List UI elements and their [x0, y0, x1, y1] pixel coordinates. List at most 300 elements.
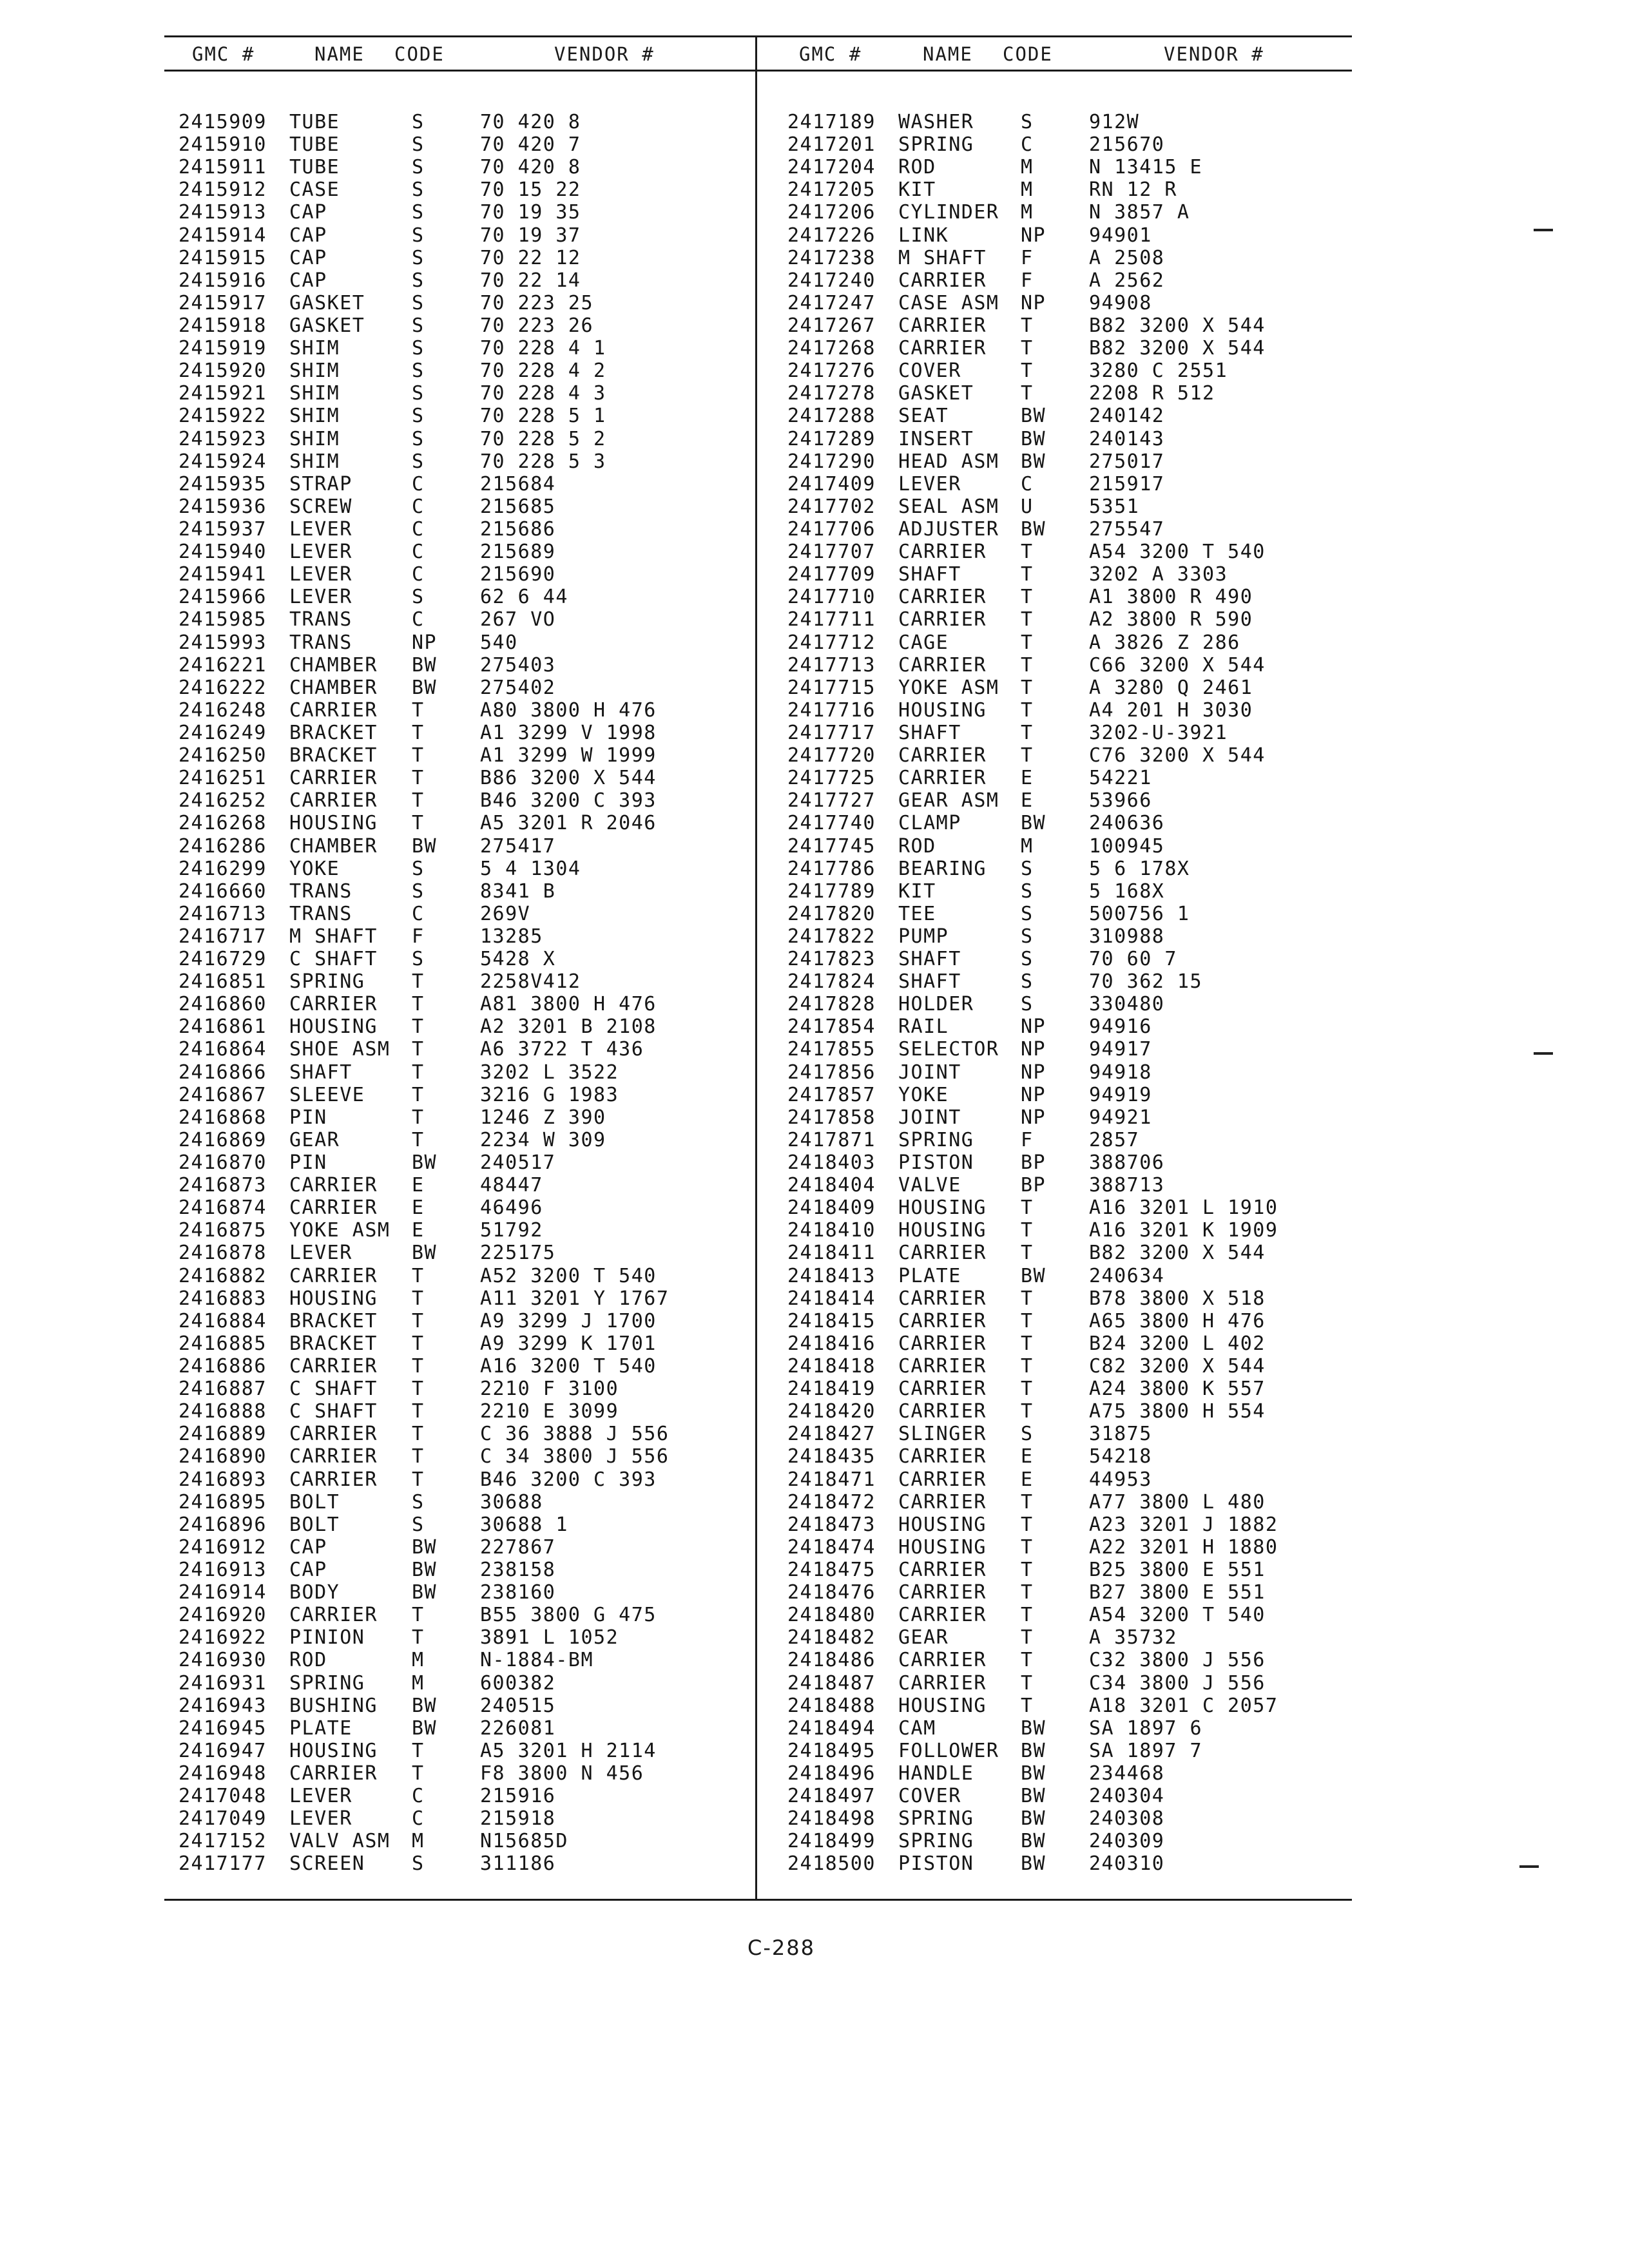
parts-row: [178, 428, 733, 450]
vendor-number: 215684: [480, 472, 556, 495]
parts-row: [178, 1536, 733, 1559]
vendor-code: T: [412, 1626, 425, 1649]
vendor-number: C 34 3800 J 556: [480, 1445, 670, 1468]
gmc-number: 2417205: [787, 178, 876, 202]
part-name: RAIL: [898, 1015, 949, 1039]
vendor-code: NP: [1021, 224, 1046, 247]
part-name: HOUSING: [289, 812, 378, 835]
vendor-number: A54 3200 T 540: [1089, 1604, 1266, 1627]
gmc-number: 2415966: [178, 586, 267, 609]
gmc-number: 2416947: [178, 1739, 267, 1762]
vendor-number: A54 3200 T 540: [1089, 541, 1266, 564]
part-name: M SHAFT: [289, 925, 378, 948]
part-name: HEAD ASM: [898, 450, 999, 473]
parts-row: [178, 1400, 733, 1423]
gmc-number: 2415924: [178, 450, 267, 473]
part-name: CARRIER: [289, 1468, 378, 1491]
gmc-number: 2417409: [787, 472, 876, 495]
parts-row: [787, 993, 1342, 1015]
vendor-code: T: [412, 789, 425, 812]
vendor-code: BW: [1021, 1716, 1046, 1740]
gmc-number: 2417715: [787, 676, 876, 699]
parts-row: [787, 1581, 1342, 1604]
vendor-code: S: [412, 111, 425, 133]
gmc-number: 2418418: [787, 1355, 876, 1378]
vendor-number: A5 3201 H 2114: [480, 1739, 657, 1762]
vendor-code: S: [412, 156, 425, 179]
gmc-number: 2416882: [178, 1264, 267, 1287]
vendor-number: 240517: [480, 1151, 556, 1175]
vendor-number: B82 3200 X 544: [1089, 337, 1266, 360]
vendor-number: 5 4 1304: [480, 857, 581, 880]
part-name: LEVER: [289, 517, 352, 541]
part-name: HOUSING: [898, 1535, 987, 1559]
parts-row: [178, 789, 733, 812]
vendor-code: T: [412, 1400, 425, 1423]
parts-row: [178, 948, 733, 970]
parts-row: [787, 1378, 1342, 1400]
vendor-code: BW: [1021, 1807, 1046, 1831]
part-name: CARRIER: [898, 314, 987, 337]
vendor-code: T: [412, 744, 425, 767]
part-name: ROD: [898, 834, 936, 858]
vendor-code: S: [412, 450, 425, 473]
part-name: GEAR: [898, 1626, 949, 1649]
part-name: CARRIER: [289, 1445, 378, 1468]
part-name: CARRIER: [289, 993, 378, 1016]
vendor-code: M: [1021, 201, 1034, 224]
vendor-number: 240304: [1089, 1785, 1165, 1808]
vendor-code: T: [1021, 698, 1034, 722]
vendor-code: T: [1021, 586, 1034, 609]
part-name: SLEEVE: [289, 1083, 365, 1106]
part-name: HOUSING: [898, 1513, 987, 1536]
vendor-number: 388713: [1089, 1174, 1165, 1197]
vendor-number: 240142: [1089, 405, 1165, 428]
vendor-code: S: [1021, 970, 1034, 994]
part-name: VALV ASM: [289, 1830, 390, 1853]
parts-row: [178, 1196, 733, 1219]
vendor-code: E: [412, 1174, 425, 1197]
parts-row: [178, 1061, 733, 1084]
vendor-code: T: [1021, 1694, 1034, 1717]
part-name: PISTON: [898, 1151, 974, 1175]
part-name: BEARING: [898, 857, 987, 880]
vendor-code: S: [412, 314, 425, 337]
vendor-number: A5 3201 R 2046: [480, 812, 657, 835]
gmc-number: 2416869: [178, 1128, 267, 1151]
vendor-number: 240309: [1089, 1830, 1165, 1853]
part-name: SHIM: [289, 360, 340, 383]
vendor-number: A1 3299 W 1999: [480, 744, 657, 767]
vendor-code: C: [412, 495, 425, 518]
vendor-number: 70 228 4 1: [480, 337, 606, 360]
vendor-number: 5 6 178X: [1089, 857, 1190, 880]
parts-row: [178, 405, 733, 427]
part-name: CARRIER: [898, 1468, 987, 1491]
vendor-number: 275017: [1089, 450, 1165, 473]
parts-row: [178, 1491, 733, 1514]
part-name: CARRIER: [898, 1649, 987, 1672]
gmc-number: 2418500: [787, 1852, 876, 1876]
part-name: SPRING: [289, 970, 365, 994]
vendor-number: A81 3800 H 476: [480, 993, 657, 1016]
vendor-number: 215685: [480, 495, 556, 518]
gmc-number: 2416883: [178, 1287, 267, 1310]
part-name: HOUSING: [898, 1219, 987, 1242]
part-name: SEAT: [898, 405, 949, 428]
vendor-code: NP: [1021, 1038, 1046, 1061]
vendor-number: 275547: [1089, 517, 1165, 541]
vendor-code: T: [1021, 1242, 1034, 1265]
parts-row: [787, 1219, 1342, 1242]
vendor-code: C: [1021, 472, 1034, 495]
part-name: TRANS: [289, 902, 352, 925]
vendor-code: T: [412, 1604, 425, 1627]
gmc-number: 2416868: [178, 1106, 267, 1129]
vendor-code: T: [1021, 676, 1034, 699]
vendor-number: 267 VO: [480, 608, 556, 631]
gmc-number: 2415914: [178, 224, 267, 247]
left-header-gmc: GMC #: [192, 43, 255, 65]
vendor-number: 70 228 4 2: [480, 360, 606, 383]
gmc-number: 2418476: [787, 1581, 876, 1604]
gmc-number: 2415937: [178, 517, 267, 541]
part-name: CARRIER: [289, 1423, 378, 1446]
vendor-number: 70 15 22: [480, 178, 581, 202]
vendor-code: S: [412, 360, 425, 383]
part-name: PLATE: [289, 1716, 352, 1740]
vendor-code: S: [412, 948, 425, 971]
vendor-number: 100945: [1089, 834, 1165, 858]
parts-row: [787, 1310, 1342, 1332]
vendor-number: 70 22 12: [480, 246, 581, 269]
gmc-number: 2418471: [787, 1468, 876, 1491]
gmc-number: 2418480: [787, 1604, 876, 1627]
vendor-code: NP: [1021, 1083, 1046, 1106]
vendor-code: E: [1021, 1468, 1034, 1491]
vendor-code: S: [1021, 948, 1034, 971]
parts-row: [178, 518, 733, 541]
vendor-code: S: [412, 224, 425, 247]
vendor-number: B86 3200 X 544: [480, 767, 657, 790]
vendor-code: T: [1021, 653, 1034, 677]
parts-row: [178, 654, 733, 677]
vendor-number: 51792: [480, 1219, 543, 1242]
gmc-number: 2417048: [178, 1785, 267, 1808]
margin-tick-mark: [1519, 1865, 1539, 1868]
vendor-code: S: [412, 857, 425, 880]
parts-row: [787, 1242, 1342, 1264]
parts-row: [787, 541, 1342, 563]
part-name: HOUSING: [289, 1739, 378, 1762]
part-name: SHAFT: [289, 1061, 352, 1084]
vendor-number: 215690: [480, 563, 556, 586]
part-name: CARRIER: [289, 1604, 378, 1627]
vendor-code: S: [412, 1513, 425, 1536]
vendor-code: E: [1021, 767, 1034, 790]
gmc-number: 2417740: [787, 812, 876, 835]
parts-row: [787, 473, 1342, 495]
parts-row: [787, 1038, 1342, 1061]
part-name: HOUSING: [898, 1694, 987, 1717]
vendor-number: 225175: [480, 1242, 556, 1265]
vendor-number: 234468: [1089, 1762, 1165, 1785]
vendor-number: A52 3200 T 540: [480, 1264, 657, 1287]
parts-row: [178, 1762, 733, 1785]
part-name: CARRIER: [898, 541, 987, 564]
gmc-number: 2417267: [787, 314, 876, 337]
parts-row: [178, 1378, 733, 1400]
part-name: SHAFT: [898, 563, 961, 586]
part-name: SEAL ASM: [898, 495, 999, 518]
gmc-number: 2416945: [178, 1716, 267, 1740]
vendor-number: 912W: [1089, 111, 1140, 133]
vendor-number: A 3280 Q 2461: [1089, 676, 1253, 699]
vendor-number: B24 3200 L 402: [1089, 1332, 1266, 1355]
vendor-code: S: [412, 337, 425, 360]
part-name: SHIM: [289, 337, 340, 360]
gmc-number: 2415936: [178, 495, 267, 518]
part-name: TRANS: [289, 608, 352, 631]
vendor-number: 3202 A 3303: [1089, 563, 1228, 586]
part-name: KIT: [898, 178, 936, 202]
vendor-number: 226081: [480, 1716, 556, 1740]
part-name: BRACKET: [289, 1309, 378, 1332]
vendor-code: T: [412, 1038, 425, 1061]
part-name: YOKE ASM: [289, 1219, 390, 1242]
vendor-code: T: [1021, 1581, 1034, 1604]
gmc-number: 2418486: [787, 1649, 876, 1672]
parts-row: [787, 1785, 1342, 1807]
vendor-number: 70 19 35: [480, 201, 581, 224]
gmc-number: 2417828: [787, 993, 876, 1016]
vendor-number: 215670: [1089, 133, 1165, 157]
right-parts-list: [787, 111, 1342, 1876]
gmc-number: 2415923: [178, 427, 267, 450]
vendor-number: C76 3200 X 544: [1089, 744, 1266, 767]
gmc-number: 2416870: [178, 1151, 267, 1175]
vendor-code: C: [412, 563, 425, 586]
gmc-number: 2417288: [787, 405, 876, 428]
vendor-number: 70 228 4 3: [480, 382, 606, 405]
parts-row: [787, 292, 1342, 314]
part-name: STRAP: [289, 472, 352, 495]
parts-row: [787, 903, 1342, 925]
parts-row: [178, 1649, 733, 1671]
vendor-number: 31875: [1089, 1423, 1152, 1446]
vendor-number: 54218: [1089, 1445, 1152, 1468]
vendor-code: T: [412, 1332, 425, 1355]
part-name: WASHER: [898, 111, 974, 133]
vendor-number: A9 3299 J 1700: [480, 1309, 657, 1332]
vendor-code: T: [1021, 314, 1034, 337]
vendor-code: M: [1021, 178, 1034, 202]
part-name: SCREW: [289, 495, 352, 518]
parts-row: [178, 1129, 733, 1151]
part-name: CARRIER: [898, 1559, 987, 1581]
part-name: HOUSING: [289, 1287, 378, 1310]
part-name: JOINT: [898, 1061, 961, 1084]
right-header-code: CODE: [1003, 43, 1053, 65]
vendor-code: BW: [412, 653, 438, 677]
vendor-number: 70 223 25: [480, 291, 594, 314]
vendor-number: 215689: [480, 541, 556, 564]
parts-row: [787, 1604, 1342, 1626]
vendor-number: 2258V412: [480, 970, 581, 994]
vendor-code: T: [1021, 1649, 1034, 1672]
gmc-number: 2418494: [787, 1716, 876, 1740]
parts-row: [178, 1852, 733, 1875]
vendor-code: BW: [1021, 1852, 1046, 1876]
gmc-number: 2415920: [178, 360, 267, 383]
vendor-number: 240143: [1089, 427, 1165, 450]
vendor-code: T: [1021, 1604, 1034, 1627]
gmc-number: 2416884: [178, 1309, 267, 1332]
vendor-number: 215917: [1089, 472, 1165, 495]
part-name: SPRING: [898, 1128, 974, 1151]
vendor-number: A75 3800 H 554: [1089, 1400, 1266, 1423]
vendor-code: T: [412, 1423, 425, 1446]
parts-row: [178, 201, 733, 224]
vendor-code: T: [1021, 1355, 1034, 1378]
parts-row: [787, 858, 1342, 880]
gmc-number: 2417786: [787, 857, 876, 880]
gmc-number: 2416851: [178, 970, 267, 994]
vendor-number: 94921: [1089, 1106, 1152, 1129]
part-name: BRACKET: [289, 721, 378, 744]
part-name: CARRIER: [898, 1604, 987, 1627]
parts-row: [178, 541, 733, 563]
parts-row: [787, 201, 1342, 224]
vendor-number: A2 3201 B 2108: [480, 1015, 657, 1039]
gmc-number: 2417823: [787, 948, 876, 971]
vendor-number: 500756 1: [1089, 902, 1190, 925]
gmc-number: 2415941: [178, 563, 267, 586]
vendor-code: T: [1021, 631, 1034, 654]
vendor-number: 238160: [480, 1581, 556, 1604]
gmc-number: 2417240: [787, 269, 876, 292]
gmc-number: 2417745: [787, 834, 876, 858]
parts-row: [178, 812, 733, 834]
parts-row: [787, 1287, 1342, 1310]
vendor-code: E: [412, 1196, 425, 1220]
gmc-number: 2418495: [787, 1739, 876, 1762]
vendor-code: T: [1021, 1400, 1034, 1423]
parts-row: [787, 314, 1342, 337]
parts-row: [178, 178, 733, 201]
vendor-number: 275402: [480, 676, 556, 699]
right-header-gmc: GMC #: [799, 43, 862, 65]
vendor-code: M: [1021, 156, 1034, 179]
part-name: CARRIER: [289, 698, 378, 722]
vendor-code: M: [412, 1649, 425, 1672]
gmc-number: 2416717: [178, 925, 267, 948]
vendor-number: 13285: [480, 925, 543, 948]
vendor-code: T: [1021, 1309, 1034, 1332]
parts-row: [787, 948, 1342, 970]
vendor-number: B25 3800 E 551: [1089, 1559, 1266, 1581]
part-name: HOLDER: [898, 993, 974, 1016]
part-name: TUBE: [289, 111, 340, 133]
part-name: SPRING: [898, 1807, 974, 1831]
gmc-number: 2417725: [787, 767, 876, 790]
gmc-number: 2417276: [787, 360, 876, 383]
parts-row: [787, 1672, 1342, 1695]
part-name: CARRIER: [898, 586, 987, 609]
parts-row: [787, 677, 1342, 699]
part-name: GASKET: [898, 382, 974, 405]
vendor-code: T: [1021, 744, 1034, 767]
vendor-number: C34 3800 J 556: [1089, 1671, 1266, 1695]
vendor-code: BW: [412, 1581, 438, 1604]
part-name: C SHAFT: [289, 948, 378, 971]
parts-row: [787, 337, 1342, 360]
gmc-number: 2418416: [787, 1332, 876, 1355]
vendor-code: BW: [1021, 427, 1046, 450]
vendor-code: U: [1021, 495, 1034, 518]
vendor-number: 310988: [1089, 925, 1165, 948]
gmc-number: 2416931: [178, 1671, 267, 1695]
parts-row: [787, 518, 1342, 541]
part-name: PISTON: [898, 1852, 974, 1876]
gmc-number: 2417727: [787, 789, 876, 812]
vendor-code: T: [412, 1445, 425, 1468]
left-header-name: NAME: [314, 43, 365, 65]
gmc-number: 2417720: [787, 744, 876, 767]
gmc-number: 2417289: [787, 427, 876, 450]
parts-row: [787, 880, 1342, 903]
parts-row: [787, 247, 1342, 269]
vendor-code: T: [1021, 1535, 1034, 1559]
vendor-number: 70 420 8: [480, 156, 581, 179]
vendor-code: BW: [1021, 1830, 1046, 1853]
vendor-number: 5428 X: [480, 948, 556, 971]
part-name: HANDLE: [898, 1762, 974, 1785]
parts-row: [787, 1695, 1342, 1717]
part-name: CYLINDER: [898, 201, 999, 224]
part-name: TEE: [898, 902, 936, 925]
vendor-code: M: [1021, 834, 1034, 858]
vendor-code: BW: [1021, 1264, 1046, 1287]
vendor-number: A 3826 Z 286: [1089, 631, 1240, 654]
vendor-number: C82 3200 X 544: [1089, 1355, 1266, 1378]
parts-row: [787, 405, 1342, 427]
vendor-code: C: [412, 1807, 425, 1831]
gmc-number: 2417238: [787, 246, 876, 269]
vendor-number: C66 3200 X 544: [1089, 653, 1266, 677]
parts-row: [178, 292, 733, 314]
vendor-code: T: [1021, 1219, 1034, 1242]
vendor-number: 2210 E 3099: [480, 1400, 619, 1423]
vendor-code: S: [1021, 902, 1034, 925]
parts-row: [787, 1649, 1342, 1671]
gmc-number: 2417854: [787, 1015, 876, 1039]
parts-row: [787, 1015, 1342, 1038]
part-name: HOUSING: [289, 1015, 378, 1039]
vendor-code: E: [1021, 789, 1034, 812]
gmc-number: 2415940: [178, 541, 267, 564]
parts-row: [178, 903, 733, 925]
parts-row: [178, 1807, 733, 1830]
parts-row: [787, 925, 1342, 948]
gmc-number: 2416914: [178, 1581, 267, 1604]
vendor-number: C 36 3888 J 556: [480, 1423, 670, 1446]
vendor-code: T: [1021, 1559, 1034, 1581]
gmc-number: 2416864: [178, 1038, 267, 1061]
vendor-code: BW: [412, 676, 438, 699]
gmc-number: 2417716: [787, 698, 876, 722]
